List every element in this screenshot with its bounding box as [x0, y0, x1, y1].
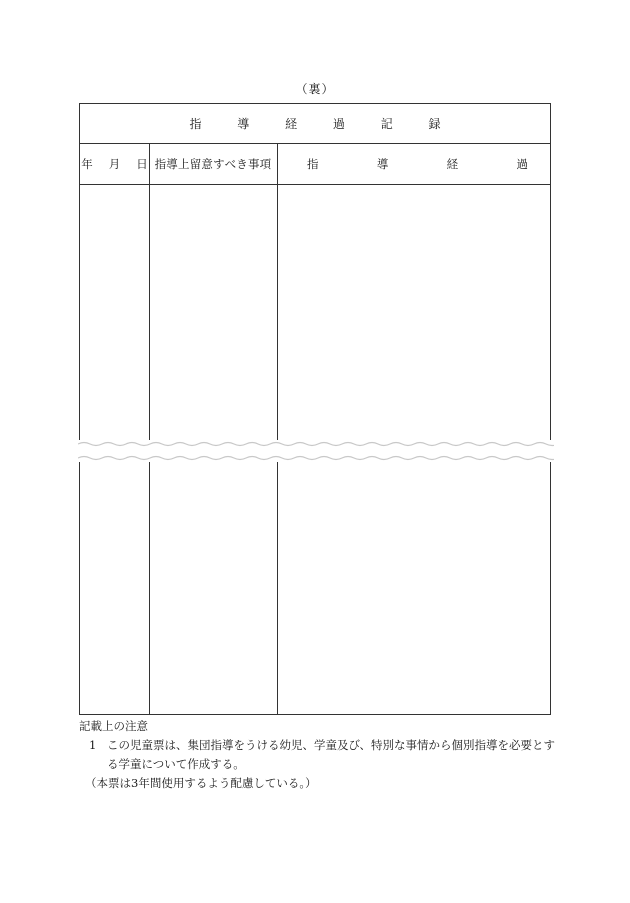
- header-guidance-notes: 指導上留意すべき事項: [154, 157, 272, 171]
- column-divider-date: [149, 144, 150, 714]
- header-progress-char-4: 過: [516, 157, 528, 171]
- notes-sub-remark: （本票は3年間使用するよう配慮している。）: [85, 776, 317, 790]
- notes-item-1: [79, 736, 559, 774]
- notes-item-text: この児童票は、集団指導をうける幼児、学童及び、特別な事情から個別指導を必要とする学童について作成する。: [107, 738, 556, 771]
- notes-section: [79, 717, 559, 793]
- page-break-band: [78, 440, 554, 462]
- header-guidance-progress: [277, 144, 552, 184]
- header-progress-char-3: 経: [446, 157, 459, 171]
- column-divider-notes: [277, 144, 278, 714]
- page-side-label: （裏）: [295, 82, 335, 96]
- table-title: 指 導 経 過 記 録: [80, 104, 550, 144]
- page-break-wave-icon: [78, 440, 554, 462]
- header-progress-char-1: 指: [307, 157, 319, 171]
- table-header-row: [80, 144, 550, 185]
- header-date-day: 日: [136, 157, 148, 171]
- header-progress-char-2: 導: [376, 157, 389, 171]
- notes-title: 記載上の注意: [79, 719, 148, 733]
- header-date-year: 年: [81, 157, 93, 171]
- header-date: [80, 144, 149, 184]
- header-date-month: 月: [108, 157, 121, 171]
- notes-item-number: 1: [89, 738, 97, 752]
- guidance-record-table: [79, 103, 551, 715]
